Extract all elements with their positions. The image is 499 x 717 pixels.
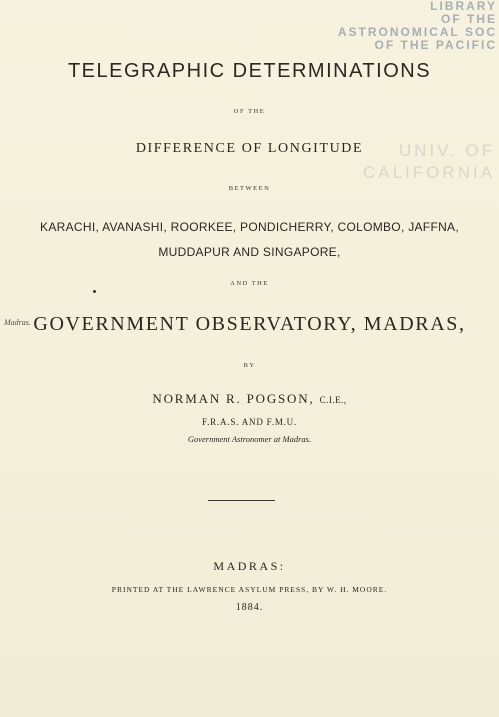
library-stamp-line: LIBRARY: [430, 0, 497, 13]
places-line-2: MUDDAPUR AND SINGAPORE,: [158, 245, 341, 259]
observatory-name: GOVERNMENT OBSERVATORY, MADRAS,: [33, 313, 466, 335]
connector-between: BETWEEN: [228, 185, 271, 192]
university-stamp-line: UNIV. OF: [398, 141, 495, 160]
university-stamp-line: CALIFORNIA: [362, 163, 495, 182]
connector-of-the: OF THE: [233, 108, 266, 115]
connector-and-the: AND THE: [230, 280, 269, 287]
author-line: [0, 391, 499, 407]
ink-dot: [93, 290, 96, 293]
library-stamp-line: OF THE: [441, 12, 497, 26]
margin-annotation: Madras.: [4, 318, 31, 327]
connector-by: BY: [243, 362, 256, 369]
book-title: TELEGRAPHIC DETERMINATIONS: [67, 60, 432, 82]
author-honour: C.I.E.,: [319, 395, 347, 405]
library-stamp-line: OF THE PACIFIC: [374, 38, 497, 52]
author-credentials: F.R.A.S. AND F.M.U.: [201, 417, 298, 427]
imprint-place: MADRAS:: [213, 559, 286, 573]
subtitle-difference: DIFFERENCE OF LONGITUDE: [135, 141, 364, 156]
library-stamp-line: ASTRONOMICAL SOC: [337, 25, 497, 39]
divider-rule: [208, 500, 275, 501]
imprint-year: 1884.: [235, 602, 264, 613]
imprint-printer: PRINTED AT THE LAWRENCE ASYLUM PRESS, BY W. H. MOORE.: [111, 585, 388, 594]
author-name: NORMAN R. POGSON,: [152, 391, 315, 406]
library-stamp: [338, 0, 497, 52]
author-position: Government Astronomer at Madras.: [187, 434, 312, 444]
places-line-1: KARACHI, AVANASHI, ROORKEE, PONDICHERRY, COLOMBO, JAFFNA,: [40, 220, 459, 234]
